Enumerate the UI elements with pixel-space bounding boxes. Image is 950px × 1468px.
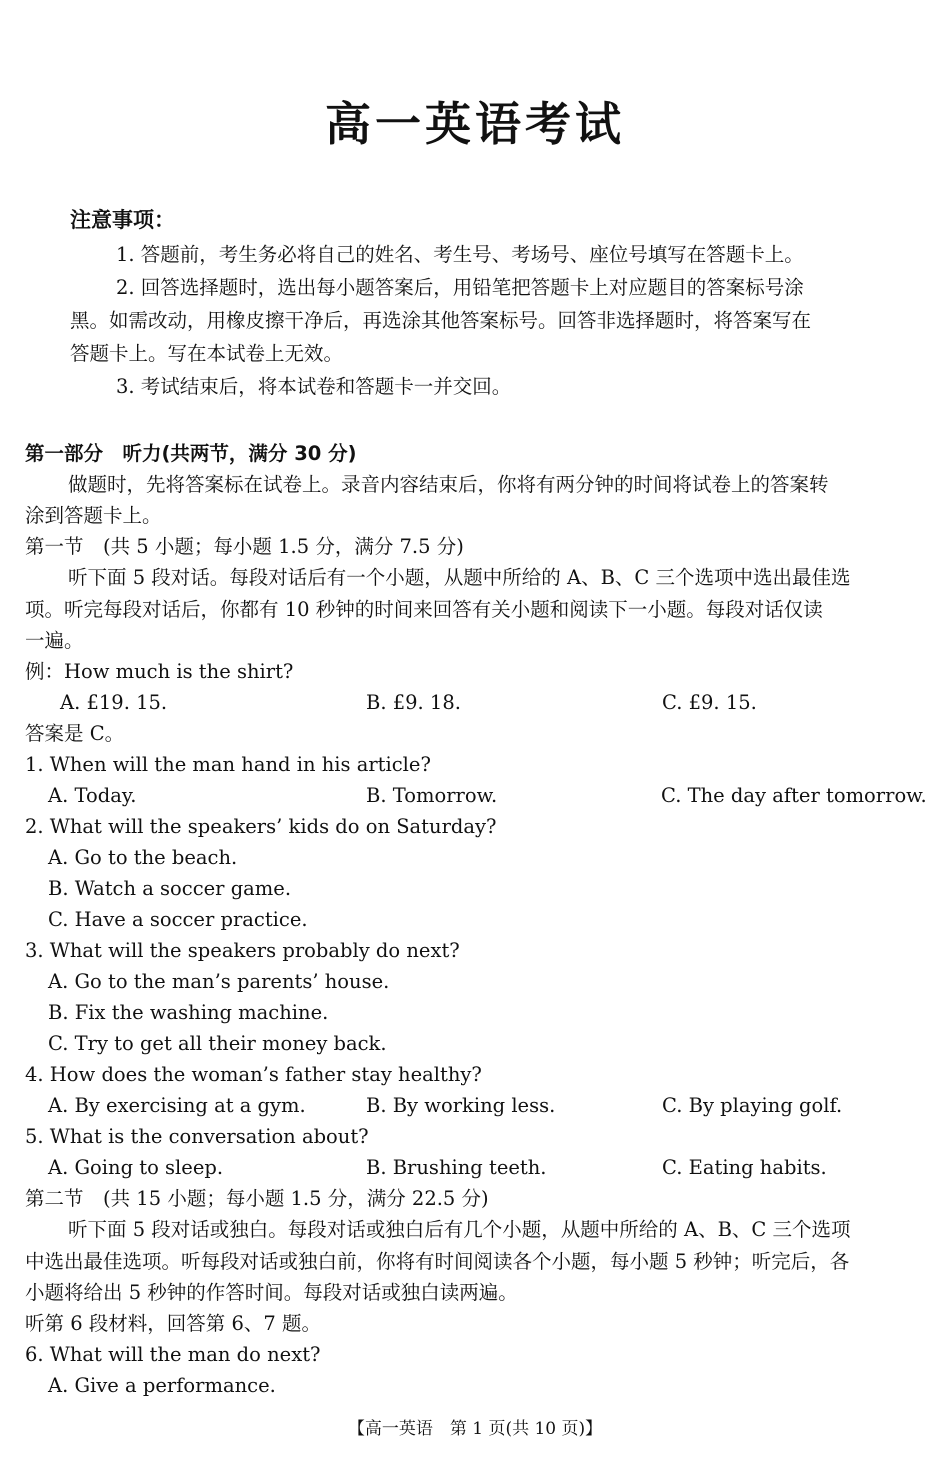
notice-item: 3. 考试结束后，将本试卷和答题卡一并交回。 (116, 375, 512, 398)
option-a: A. Going to sleep. (48, 1156, 224, 1179)
option-b: B. Brushing teeth. (366, 1156, 547, 1179)
notice-item: 1. 答题前，考生务必将自己的姓名、考生号、考场号、座位号填写在答题卡上。 (116, 243, 804, 266)
example-question: 例：How much is the shirt? (25, 660, 294, 683)
question-6: 6. What will the man do next? (25, 1343, 321, 1366)
option-b: B. Tomorrow. (366, 784, 498, 807)
question-1: 1. When will the man hand in his article? (25, 753, 431, 776)
notice-item: 黑。如需改动，用橡皮擦干净后，再选涂其他答案标号。回答非选择题时，将答案写在 (70, 309, 812, 332)
notice-heading: 注意事项： (70, 208, 175, 232)
notice-item: 答题卡上。写在本试卷上无效。 (70, 342, 344, 365)
page-footer: 【高一英语 第 1 页(共 10 页)】 (347, 1419, 603, 1439)
option-c: C. Have a soccer practice. (48, 908, 308, 931)
example-option-b: B. £9. 18. (366, 691, 461, 714)
option-b: B. Watch a soccer game. (48, 877, 292, 900)
section2-heading: 第二节 (共 15 小题；每小题 1.5 分，满分 22.5 分) (25, 1187, 489, 1210)
section1-intro-line: 听下面 5 段对话。每段对话后有一个小题，从题中所给的 A、B、C 三个选项中选出最佳选 (68, 566, 851, 589)
question-2: 2. What will the speakers’ kids do on Saturday? (25, 815, 497, 838)
material-6-instruction: 听第 6 段材料，回答第 6、7 题。 (25, 1312, 322, 1335)
part1-heading: 第一部分 听力(共两节，满分 30 分) (25, 442, 357, 465)
question-4: 4. How does the woman’s father stay healthy? (25, 1063, 482, 1086)
question-5: 5. What is the conversation about? (25, 1125, 369, 1148)
option-c: C. Try to get all their money back. (48, 1032, 387, 1055)
section1-intro-line: 一遍。 (25, 629, 84, 652)
option-a: A. Go to the beach. (48, 846, 238, 869)
notice-item: 2. 回答选择题时，选出每小题答案后，用铅笔把答题卡上对应题目的答案标号涂 (116, 276, 804, 299)
option-a: A. Go to the man’s parents’ house. (48, 970, 390, 993)
notice-block (70, 238, 890, 403)
option-b: B. Fix the washing machine. (48, 1001, 329, 1024)
section2-intro-line: 中选出最佳选项。听每段对话或独白前，你将有时间阅读各个小题，每小题 5 秒钟；听完后，各 (25, 1250, 850, 1273)
section2-intro-line: 小题将给出 5 秒钟的作答时间。每段对话或独白读两遍。 (25, 1281, 518, 1304)
example-option-a: A. £19. 15. (60, 691, 168, 714)
question-3: 3. What will the speakers probably do next? (25, 939, 460, 962)
option-c: C. The day after tomorrow. (661, 784, 927, 807)
part1-intro-line: 做题时，先将答案标在试卷上。录音内容结束后，你将有两分钟的时间将试卷上的答案转 (68, 473, 829, 496)
option-a: A. By exercising at a gym. (48, 1094, 306, 1117)
page-title: 高一英语考试 (325, 97, 625, 151)
option-c: C. By playing golf. (662, 1094, 843, 1117)
section2-intro-line: 听下面 5 段对话或独白。每段对话或独白后有几个小题，从题中所给的 A、B、C 三个选项 (68, 1218, 851, 1241)
section1-heading: 第一节 (共 5 小题；每小题 1.5 分，满分 7.5 分) (25, 535, 464, 558)
section1-intro-line: 项。听完每段对话后，你都有 10 秒钟的时间来回答有关小题和阅读下一小题。每段对话仅读 (25, 598, 823, 621)
option-b: B. By working less. (366, 1094, 556, 1117)
option-c: C. Eating habits. (662, 1156, 827, 1179)
option-a: A. Today. (48, 784, 137, 807)
example-answer: 答案是 C。 (25, 722, 125, 745)
part1-intro-line: 涂到答题卡上。 (25, 504, 162, 527)
option-a: A. Give a performance. (48, 1374, 276, 1397)
example-option-c: C. £9. 15. (662, 691, 757, 714)
